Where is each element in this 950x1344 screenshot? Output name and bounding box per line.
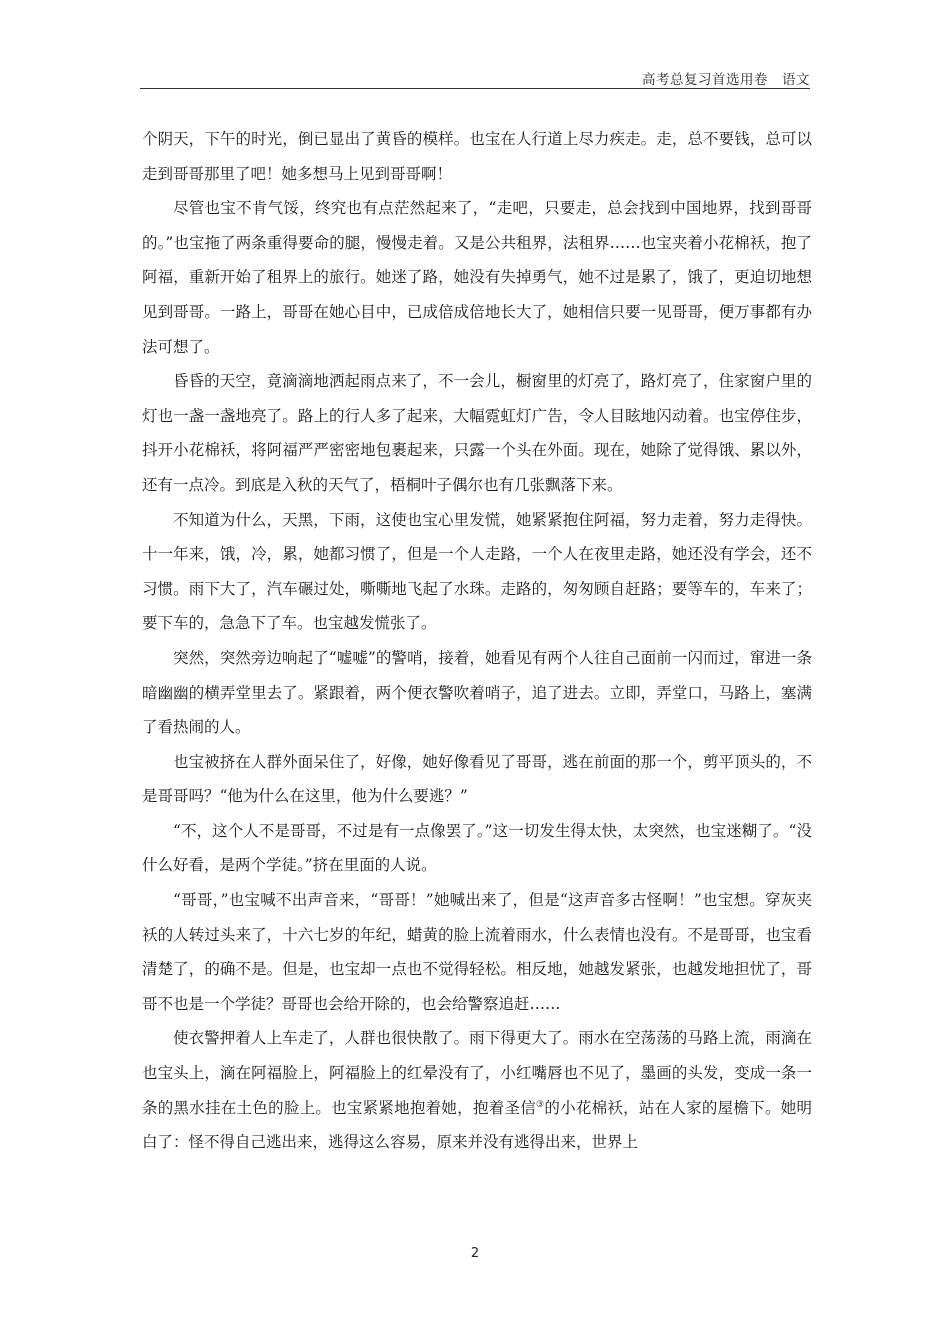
article-body (142, 122, 812, 1160)
paragraph-9 (142, 1021, 812, 1159)
paragraph-2: 尽管也宝不肯气馁，终究也有点茫然起来了，“走吧，只要走，总会找到中国地界，找到哥哥的。”也宝拖了两条重得要命的腿，慢慢走着。又是公共租界，法租界……也宝夹着小花棉袄，抱了阿福，重新开始了租界上的旅行。她迷了路，她没有失掉勇气，她不过是累了，饿了，更迫切地想见到哥哥。一路上，哥哥在她心目中，已成倍成倍地长大了，她相信只要一见哥哥，便万事都有办法可想了。 (142, 199, 812, 356)
page-number: 2 (470, 1246, 480, 1261)
paragraph-5: 突然，突然旁边响起了“嘘嘘”的警哨，接着，她看见有两个人往自己面前一闪而过，窜进一条暗幽幽的横弄堂里去了。紧跟着，两个便衣警吹着哨子，追了进去。立即，弄堂口，马路上，塞满了看热闹的人。 (142, 648, 812, 737)
paragraph-7: “不，这个人不是哥哥，不过是有一点像罢了。”这一切发生得太快，太突然，也宝迷糊了。“没什么好看，是两个学徒。”挤在里面的人说。 (142, 821, 812, 875)
paragraph-6: 也宝被挤在人群外面呆住了，好像，她好像看见了哥哥，逃在前面的那一个，剪平顶头的，不是哥哥吗？“他为什么在这里，他为什么要逃？” (142, 752, 812, 806)
paragraph-8: “哥哥，”也宝喊不出声音来，“哥哥！”她喊出来了，但是“这声音多古怪啊！”也宝想。穿灰夹袄的人转过头来了，十六七岁的年纪，蜡黄的脸上流着雨水，什么表情也没有。不是哥哥，也宝看清楚了，的确不是。但是，也宝却一点也不觉得轻松。相反地，她越发紧张，也越发地担忧了，哥哥不也是一个学徒？哥哥也会给开除的，也会给警察追赶…… (142, 891, 812, 1013)
paragraph-9-head: 使衣警押着人上车走了，人群也很快散了。雨下得更大了。雨水在空荡荡的马路上流，雨滴在也宝头上，滴在阿福脸上，阿福脸上的红晕没有了，小红嘴唇也不见了，墨画的头发，变成一条一条的黑水挂在土色的脸上。也宝紧紧地抱着她，抱着圣信 (142, 1029, 812, 1117)
paragraph-1: 个阴天，下午的时光，倒已显出了黄昏的模样。也宝在人行道上尽力疾走。走，总不要钱，总可以走到哥哥那里了吧！她多想马上见到哥哥啊！ (142, 130, 812, 183)
header-title: 高考总复习首选用卷 语文 (642, 72, 810, 88)
footnote-marker[interactable]: ③ (535, 1099, 545, 1110)
paragraph-9-tail: 的小花棉袄，站在人家的屋檐下。她明白了：怪不得自己逃出来，逃得这么容易，原来并没有逃得出来，世界上 (142, 1098, 812, 1152)
paragraph-4: 不知道为什么，天黑，下雨，这使也宝心里发慌，她紧紧抱住阿福，努力走着，努力走得快。十一年来，饿，冷，累，她都习惯了，但是一个人走路，一个人在夜里走路，她还没有学会，还不习惯。雨下大了，汽车碾过处，嘶嘶地飞起了水珠。走路的，匆匆顾自赶路；要等车的，车来了；要下车的，急急下了车。也宝越发慌张了。 (142, 510, 812, 633)
paragraph-3: 昏昏的天空，竟滴滴地洒起雨点来了，不一会儿，橱窗里的灯亮了，路灯亮了，住家窗户里的灯也一盏一盏地亮了。路上的行人多了起来，大幅霓虹灯广告，令人目眩地闪动着。也宝停住步，抖开小花棉袄，将阿福严严密密地包裹起来，只露一个头在外面。现在，她除了觉得饿、累以外，还有一点冷。到底是入秋的天气了，梧桐叶子偶尔也有几张飘落下来。 (142, 372, 812, 494)
page-header (140, 66, 810, 89)
